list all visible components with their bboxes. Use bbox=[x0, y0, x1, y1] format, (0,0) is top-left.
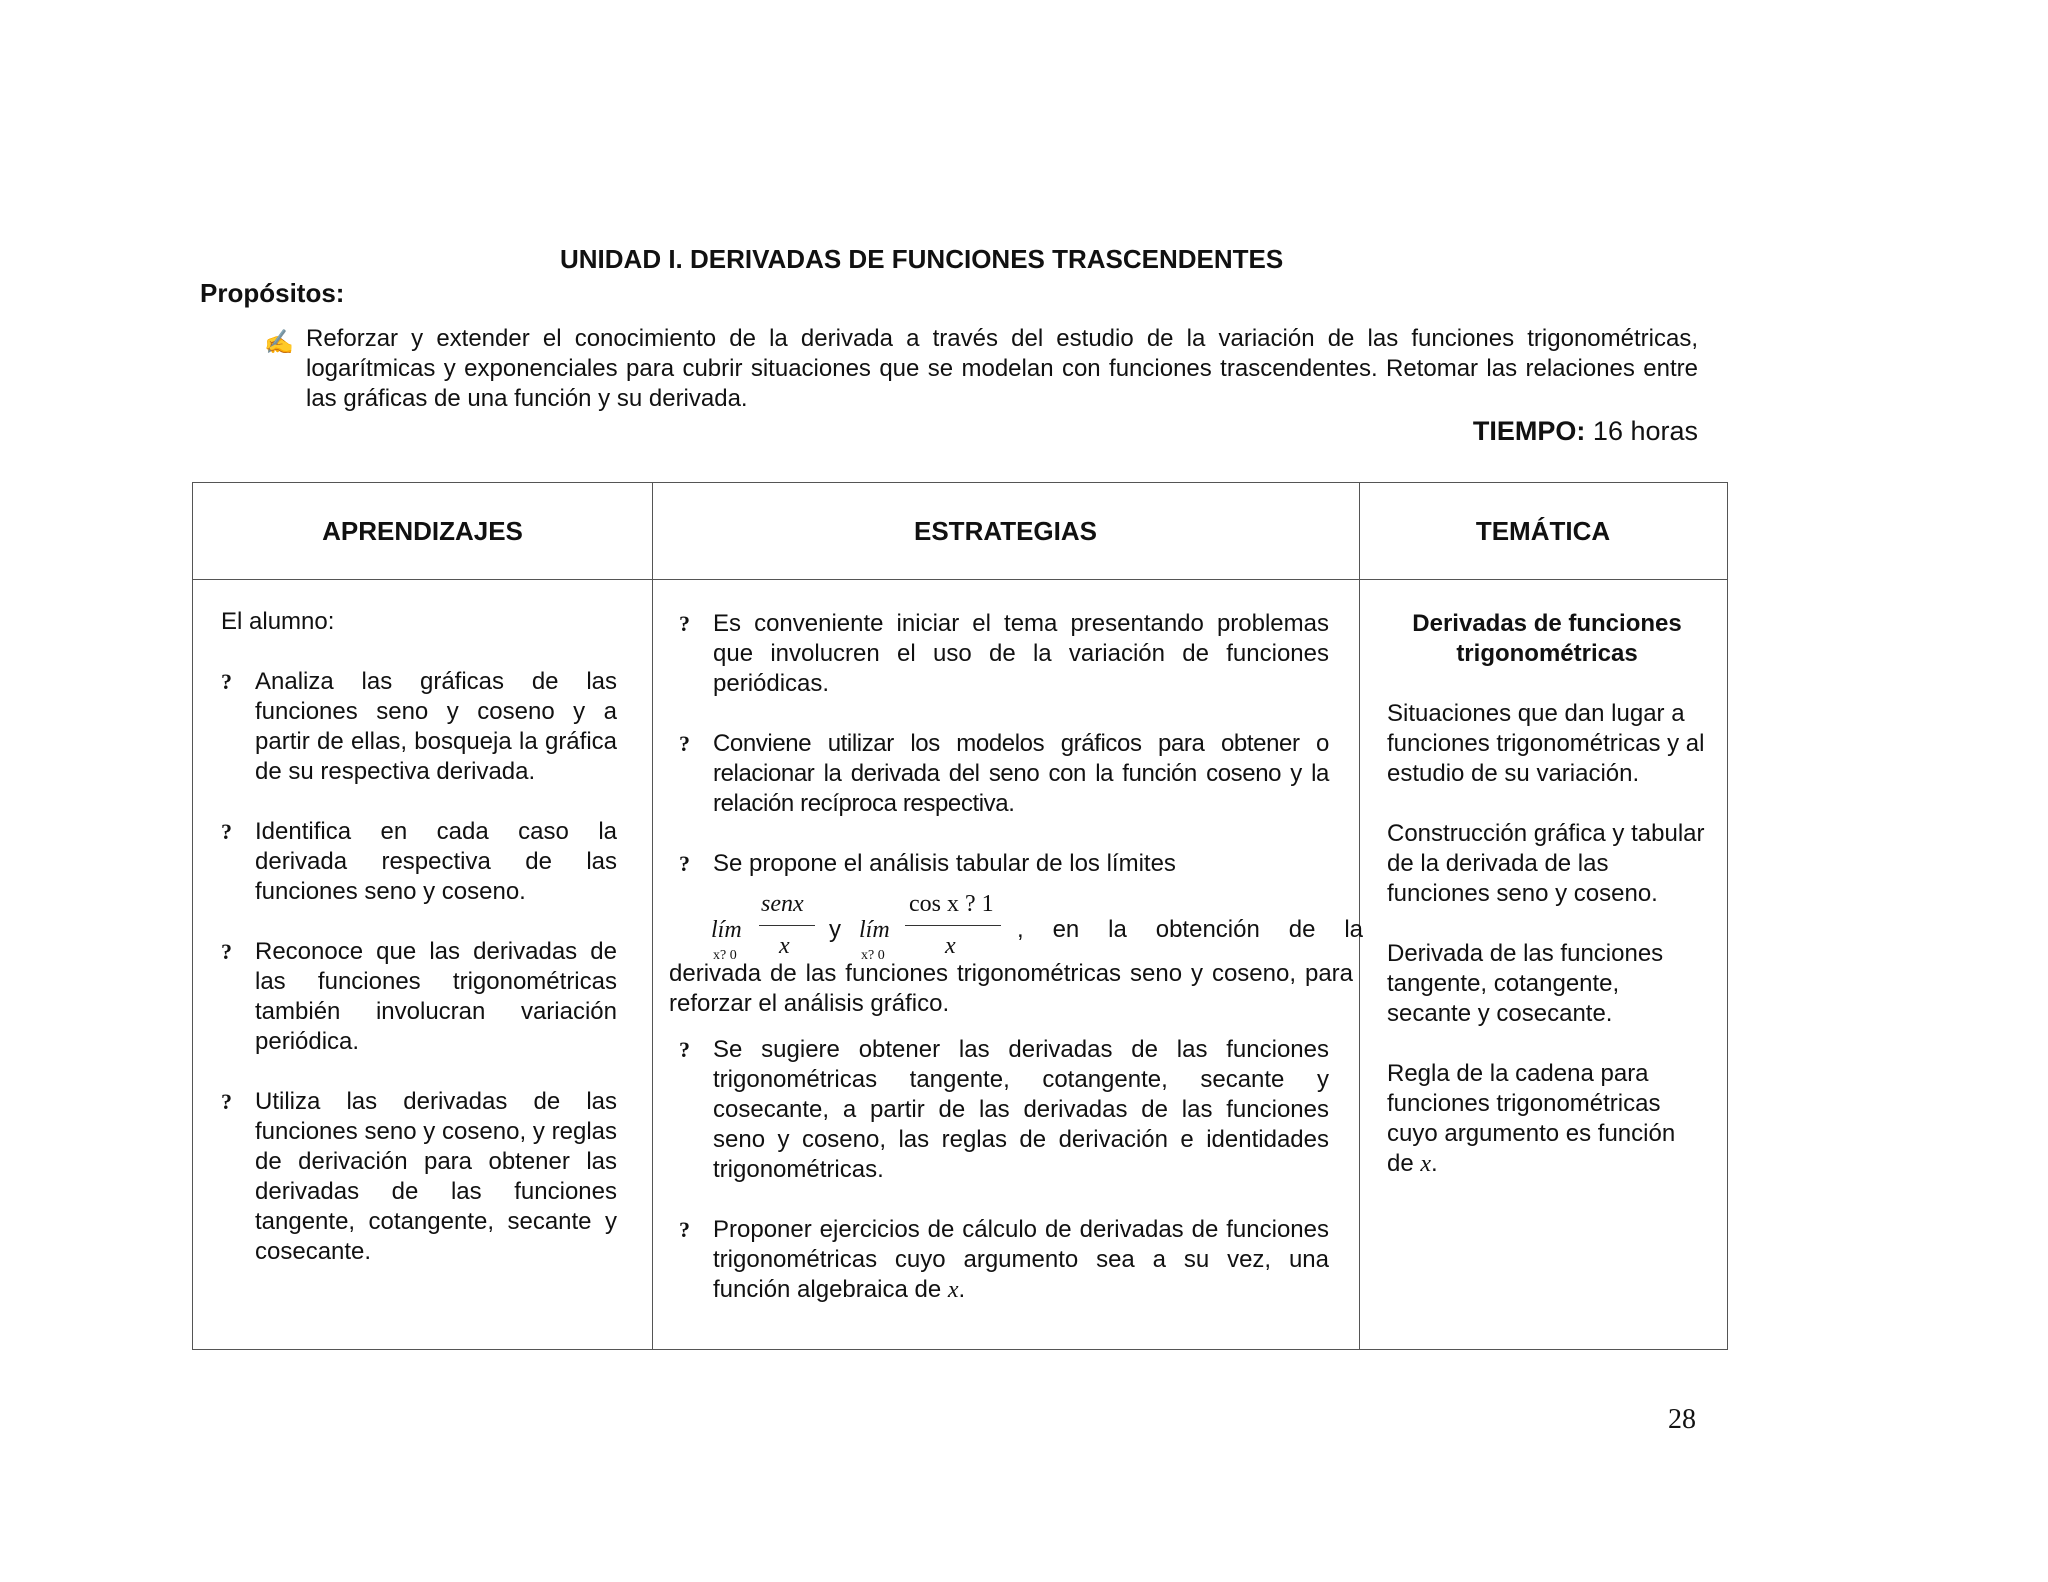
list-item: ? Conviene utilizar los modelos gráficos para obtener o relacionar la derivada del seno con la función coseno y la relación recíproca respectiva. bbox=[679, 730, 1329, 817]
formula-lim: lím bbox=[859, 917, 890, 943]
unit-title: UNIDAD I. DERIVADAS DE FUNCIONES TRASCENDENTES bbox=[560, 244, 1284, 274]
list-item: ? Reconoce que las derivadas de las funciones trigonométricas también involucran variación periódica. bbox=[221, 938, 617, 1055]
writing-hand-icon: ✍ bbox=[264, 329, 294, 356]
tematica-paragraph: Regla de la cadena para funciones trigonométricas cuyo argumento es función de x. bbox=[1387, 1060, 1676, 1177]
header-divider bbox=[193, 579, 1727, 580]
formula-numerator: senx bbox=[761, 891, 804, 917]
tiempo-label: TIEMPO: bbox=[1472, 416, 1586, 446]
limits-formula bbox=[679, 889, 1363, 963]
formula-lim: lím bbox=[711, 917, 742, 943]
formula-paragraph: derivada de las funciones trigonométricas seno y coseno, para reforzar el análisis gráfico. bbox=[669, 960, 1353, 1017]
fraction-bar bbox=[905, 925, 1001, 926]
tiempo bbox=[1473, 416, 1698, 447]
formula-continuation: , en la obtención de la bbox=[1017, 916, 1363, 943]
formula-sub: x? 0 bbox=[861, 948, 885, 963]
list-item: ? Analiza las gráficas de las funciones seno y coseno y a partir de ellas, bosqueja la gráfica de su respectiva derivada. bbox=[221, 668, 617, 785]
aprendizajes-lead: El alumno: bbox=[221, 608, 335, 635]
formula-sub: x? 0 bbox=[713, 948, 737, 963]
list-item: ? Proponer ejercicios de cálculo de derivadas de funciones trigonométricas cuyo argumento sea a su vez, una función algebraica de x. bbox=[679, 1216, 1329, 1303]
fraction-bar bbox=[759, 925, 815, 926]
tematica-paragraph: Construcción gráfica y tabular de la derivada de las funciones seno y coseno. bbox=[1387, 820, 1705, 907]
page-number: 28 bbox=[1668, 1404, 1696, 1435]
list-item: ? Utiliza las derivadas de las funciones seno y coseno, y reglas de derivación para obtener las derivadas de las funciones tangente, cotangente, secante y cosecante. bbox=[221, 1088, 617, 1265]
list-item: ? Se sugiere obtener las derivadas de las funciones trigonométricas tangente, cotangente, secante y cosecante, a partir de las derivadas de las funciones seno y coseno, las reglas de derivación e identidades trigonométricas. bbox=[679, 1036, 1329, 1183]
header-tematica: TEMÁTICA bbox=[1475, 515, 1611, 546]
estrategias-column bbox=[669, 609, 1363, 1335]
formula-conjunction: y bbox=[829, 916, 841, 943]
tematica-paragraph: Situaciones que dan lugar a funciones trigonométricas y al estudio de su variación. bbox=[1387, 700, 1705, 787]
tematica-column bbox=[1387, 609, 1707, 1209]
header-estrategias: ESTRATEGIAS bbox=[914, 515, 1097, 546]
propositos-label: Propósitos: bbox=[200, 278, 345, 308]
list-item: ? Identifica en cada caso la derivada respectiva de las funciones seno y coseno. bbox=[221, 818, 617, 905]
formula-denominator: x bbox=[779, 933, 790, 959]
propositos-text: Reforzar y extender el conocimiento de la derivada a través del estudio de la variación de las funciones trigonométricas, logarítmicas y exponenciales para cubrir situaciones que se modelan con funciones trascendentes. Retomar las relaciones entre las gráficas de una función y su derivada. bbox=[306, 325, 1698, 412]
list-item: ? Es conveniente iniciar el tema presentando problemas que involucren el uso de la variación de funciones periódicas. bbox=[679, 610, 1329, 697]
header-aprendizajes: APRENDIZAJES bbox=[322, 515, 523, 546]
tematica-paragraph: Derivada de las funciones tangente, cotangente, secante y cosecante. bbox=[1387, 940, 1664, 1027]
formula-numerator: cos x ? 1 bbox=[909, 891, 994, 917]
column-divider bbox=[652, 483, 653, 1349]
formula-denominator: x bbox=[945, 933, 956, 959]
tematica-heading: Derivadas de funciones trigonométricas bbox=[1412, 610, 1682, 667]
list-item: ? Se propone el análisis tabular de los límites bbox=[679, 850, 1176, 877]
tiempo-value: 16 horas bbox=[1592, 416, 1698, 446]
aprendizajes-column bbox=[221, 607, 617, 1297]
program-table bbox=[192, 482, 1728, 1350]
